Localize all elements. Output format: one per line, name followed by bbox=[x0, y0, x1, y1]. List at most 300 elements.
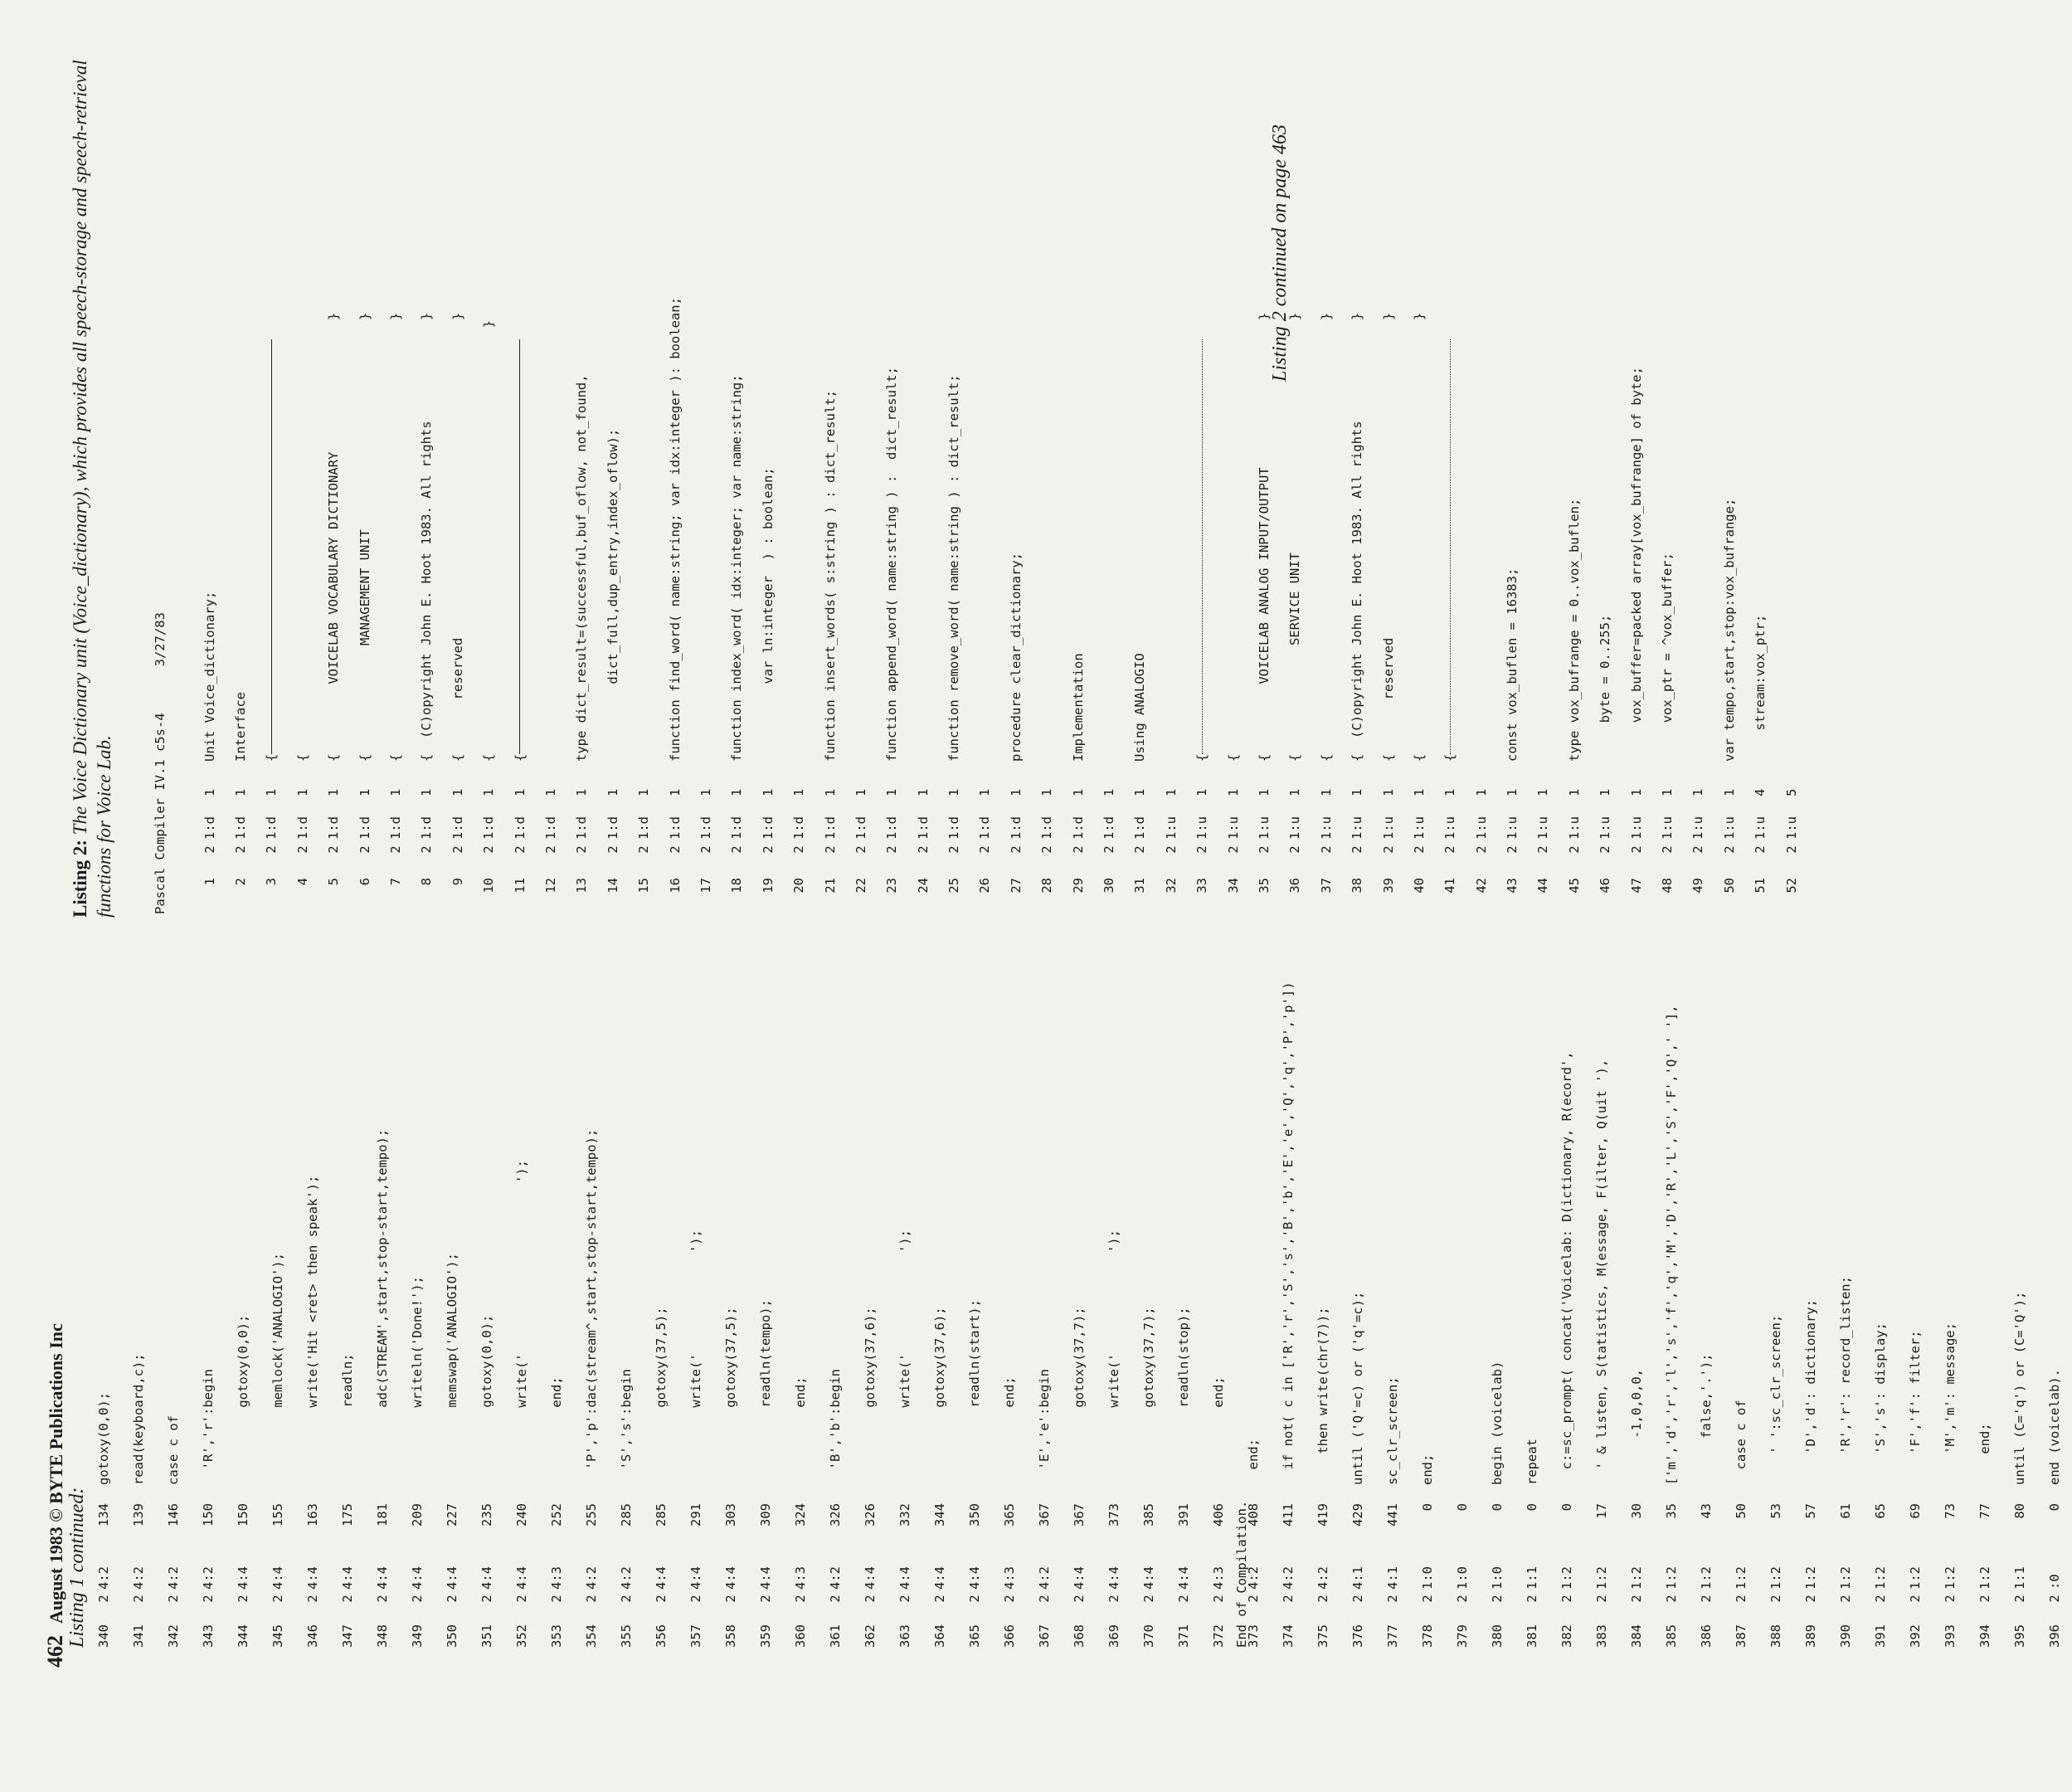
code-line bbox=[435, 981, 469, 1648]
code-text: gotoxy(37,7); bbox=[1072, 1307, 1087, 1485]
code-line bbox=[1027, 981, 1062, 1648]
code-line bbox=[1933, 981, 1967, 1648]
line-number: 8 bbox=[419, 878, 435, 886]
line-number: 389 bbox=[1803, 1624, 1818, 1648]
ip-offset: 5 bbox=[1783, 788, 1799, 796]
line-number: 9 bbox=[450, 878, 465, 886]
level-number: 2 bbox=[760, 845, 776, 854]
level-number: 2 bbox=[264, 845, 280, 854]
ip-offset: 1 bbox=[264, 788, 280, 796]
line-number: 30 bbox=[1102, 878, 1117, 894]
level-number: 2 bbox=[946, 845, 962, 854]
line-number: 373 bbox=[1246, 1624, 1261, 1648]
line-number: 16 bbox=[667, 878, 683, 894]
nesting-level: 1:2 bbox=[1594, 1566, 1609, 1590]
nesting-level: 1:u bbox=[1442, 816, 1458, 840]
nesting-level: 4:2 bbox=[1246, 1566, 1261, 1590]
code-line bbox=[922, 981, 957, 1648]
code-text: ' ':sc_clr_screen; bbox=[1768, 1314, 1783, 1485]
nesting-level: 1:u bbox=[1505, 816, 1520, 840]
code-line bbox=[1280, 297, 1311, 914]
nesting-level: 1:u bbox=[1287, 816, 1303, 840]
line-number: 28 bbox=[1039, 878, 1055, 894]
level-number: 2 bbox=[305, 1595, 320, 1603]
code-line bbox=[225, 297, 255, 914]
line-number: 380 bbox=[1490, 1624, 1505, 1648]
nesting-level: 1:d bbox=[1132, 816, 1148, 840]
line-number: 44 bbox=[1535, 878, 1551, 894]
nesting-level: 1:2 bbox=[1734, 1566, 1749, 1590]
level-number: 2 bbox=[1316, 1595, 1330, 1603]
line-number: 372 bbox=[1211, 1624, 1226, 1648]
code-line bbox=[442, 297, 473, 914]
ip-offset: 1 bbox=[822, 788, 838, 796]
ip-offset: 1 bbox=[1163, 788, 1179, 796]
code-text: write(' '); bbox=[688, 1230, 703, 1485]
code-line bbox=[1590, 297, 1621, 914]
ip-offset: 1 bbox=[760, 788, 776, 796]
nesting-level: 4:4 bbox=[445, 1566, 460, 1590]
listing2-code bbox=[194, 297, 1807, 914]
nesting-level: 4:2 bbox=[619, 1566, 634, 1590]
level-number: 2 bbox=[863, 1595, 878, 1603]
level-number: 2 bbox=[410, 1595, 425, 1603]
nesting-level: 1:d bbox=[977, 816, 993, 840]
code-text: { bbox=[294, 753, 310, 762]
nesting-level: 4:3 bbox=[549, 1566, 564, 1590]
ip-offset: 1 bbox=[946, 788, 962, 796]
code-line bbox=[1201, 981, 1236, 1648]
line-number: 364 bbox=[932, 1624, 947, 1648]
level-number: 2 bbox=[1350, 1595, 1365, 1603]
nesting-level: 1:d bbox=[326, 816, 342, 840]
code-text: 'B','b':begin bbox=[828, 1369, 843, 1485]
nesting-level: 1:u bbox=[1721, 816, 1737, 840]
ip-offset: 1 bbox=[1473, 788, 1489, 796]
line-number: 33 bbox=[1194, 878, 1210, 894]
ip-offset: 1 bbox=[698, 788, 713, 796]
line-number: 390 bbox=[1838, 1624, 1853, 1648]
level-number: 2 bbox=[1664, 1595, 1679, 1603]
code-line bbox=[1097, 981, 1131, 1648]
nesting-level: 1:u bbox=[1566, 816, 1582, 840]
ip-offset: 181 bbox=[375, 1503, 390, 1527]
line-number: 355 bbox=[619, 1624, 634, 1648]
code-text: end; bbox=[1977, 1423, 1992, 1485]
level-number: 2 bbox=[1318, 845, 1334, 854]
level-number: 2 bbox=[419, 845, 435, 854]
code-text: write(' '); bbox=[1107, 1230, 1121, 1485]
code-line bbox=[1311, 297, 1341, 914]
code-line bbox=[1621, 297, 1651, 914]
line-number: 343 bbox=[201, 1624, 216, 1648]
level-number: 2 bbox=[450, 845, 465, 854]
ip-offset: 150 bbox=[201, 1503, 216, 1527]
nesting-level: 4:2 bbox=[96, 1566, 111, 1590]
code-line bbox=[2037, 981, 2072, 1648]
level-number: 2 bbox=[1943, 1595, 1958, 1603]
level-number: 2 bbox=[791, 845, 807, 854]
nesting-level: 1:u bbox=[1783, 816, 1799, 840]
nesting-level: 4:2 bbox=[1037, 1566, 1052, 1590]
line-number: 6 bbox=[357, 878, 372, 886]
code-line bbox=[1654, 981, 1689, 1648]
ip-offset: 324 bbox=[793, 1503, 808, 1527]
ip-offset: 408 bbox=[1246, 1503, 1261, 1527]
level-number: 2 bbox=[1535, 845, 1551, 854]
code-line bbox=[597, 297, 628, 914]
nesting-level: 1:d bbox=[915, 816, 931, 840]
level-number: 2 bbox=[619, 1595, 634, 1603]
code-line bbox=[86, 981, 121, 1648]
level-number: 2 bbox=[1768, 1595, 1783, 1603]
nesting-level: :0 bbox=[2047, 1574, 2062, 1590]
line-number: 341 bbox=[131, 1624, 146, 1648]
level-number: 2 bbox=[574, 845, 590, 854]
code-line bbox=[2002, 981, 2037, 1648]
nesting-level: 4:4 bbox=[270, 1566, 285, 1590]
code-text: write(' '); bbox=[897, 1230, 912, 1485]
nesting-level: 4:4 bbox=[1107, 1566, 1121, 1590]
code-text: begin (voicelab) bbox=[1490, 1361, 1505, 1485]
nesting-level: 4:1 bbox=[1350, 1566, 1365, 1590]
level-number: 2 bbox=[1473, 845, 1489, 854]
ip-offset: 1 bbox=[1721, 788, 1737, 796]
ip-offset: 1 bbox=[542, 788, 558, 796]
line-number: 29 bbox=[1070, 878, 1086, 894]
ip-offset: 291 bbox=[688, 1503, 703, 1527]
ip-offset: 1 bbox=[977, 788, 993, 796]
code-text: const vox_buflen = 16383; bbox=[1505, 567, 1520, 762]
code-line bbox=[1898, 981, 1933, 1648]
level-number: 2 bbox=[1908, 1595, 1923, 1603]
code-text: vox_buffer=packed array[vox_bufrange] of byte; bbox=[1628, 367, 1644, 762]
nesting-level: 1:u bbox=[1690, 816, 1706, 840]
line-number: 376 bbox=[1350, 1624, 1365, 1648]
line-number: 383 bbox=[1594, 1624, 1609, 1648]
ip-offset: 17 bbox=[1594, 1503, 1609, 1519]
level-number: 2 bbox=[822, 845, 838, 854]
nesting-level: 1:u bbox=[1163, 816, 1179, 840]
level-number: 2 bbox=[357, 845, 372, 854]
code-text: { bbox=[264, 753, 280, 762]
ip-offset: 1 bbox=[1008, 788, 1024, 796]
code-text: gotoxy(0,0); bbox=[236, 1314, 250, 1485]
ip-offset: 406 bbox=[1211, 1503, 1226, 1527]
code-line bbox=[748, 981, 783, 1648]
code-line bbox=[1187, 297, 1218, 914]
ip-offset: 1 bbox=[1225, 788, 1241, 796]
code-line bbox=[888, 981, 922, 1648]
level-number: 2 bbox=[897, 1595, 912, 1603]
code-line bbox=[400, 981, 435, 1648]
nesting-level: 1:2 bbox=[1699, 1566, 1714, 1590]
line-number: 38 bbox=[1350, 878, 1365, 894]
code-line bbox=[330, 981, 365, 1648]
line-number: 2 bbox=[233, 878, 249, 886]
code-line bbox=[783, 297, 814, 914]
ip-offset: 1 bbox=[1287, 788, 1303, 796]
ip-offset: 411 bbox=[1281, 1503, 1296, 1527]
code-text: { reserved } bbox=[450, 312, 465, 762]
level-number: 2 bbox=[1107, 1595, 1121, 1603]
code-line bbox=[1745, 297, 1776, 914]
ip-offset: 332 bbox=[897, 1503, 912, 1527]
listing1-code bbox=[86, 981, 2072, 1648]
nesting-level: 1:d bbox=[822, 816, 838, 840]
ip-offset: 57 bbox=[1803, 1503, 1818, 1519]
ip-offset: 134 bbox=[96, 1503, 111, 1527]
code-line bbox=[1340, 981, 1375, 1648]
ip-offset: 139 bbox=[131, 1503, 146, 1527]
code-line bbox=[992, 981, 1027, 1648]
ip-offset: 285 bbox=[619, 1503, 634, 1527]
line-number: 392 bbox=[1908, 1624, 1923, 1648]
ip-offset: 1 bbox=[233, 788, 249, 796]
nesting-level: 1:u bbox=[1225, 816, 1241, 840]
code-line bbox=[260, 981, 295, 1648]
ip-offset: 1 bbox=[1628, 788, 1644, 796]
comment-box-border bbox=[519, 339, 520, 754]
code-line bbox=[319, 297, 349, 914]
level-number: 2 bbox=[1873, 1595, 1888, 1603]
level-number: 2 bbox=[636, 845, 652, 854]
ip-offset: 175 bbox=[340, 1503, 355, 1527]
code-text: type dict_result=(successful,buf_oflow, not_found, bbox=[574, 374, 590, 762]
code-line bbox=[628, 297, 659, 914]
code-text: { } bbox=[481, 320, 497, 762]
nesting-level: 1:u bbox=[1318, 816, 1334, 840]
ip-offset: 1 bbox=[1535, 788, 1551, 796]
level-number: 2 bbox=[1803, 1595, 1818, 1603]
nesting-level: 1:1 bbox=[1525, 1566, 1539, 1590]
ip-offset: 163 bbox=[305, 1503, 320, 1527]
ip-offset: 1 bbox=[1256, 788, 1272, 796]
code-line bbox=[1131, 981, 1166, 1648]
line-number: 34 bbox=[1225, 878, 1241, 894]
line-number: 42 bbox=[1473, 878, 1489, 894]
line-number: 17 bbox=[698, 878, 713, 894]
code-text: gotoxy(37,6); bbox=[863, 1307, 878, 1485]
code-text: stream:vox_ptr; bbox=[1753, 614, 1768, 762]
line-number: 359 bbox=[758, 1624, 773, 1648]
ip-offset: 1 bbox=[1070, 788, 1086, 796]
level-number: 2 bbox=[698, 845, 713, 854]
code-line bbox=[574, 981, 609, 1648]
ip-offset: 326 bbox=[828, 1503, 843, 1527]
line-number: 344 bbox=[236, 1624, 250, 1648]
nesting-level: 1:d bbox=[294, 816, 310, 840]
code-line bbox=[1515, 981, 1549, 1648]
level-number: 2 bbox=[1385, 1595, 1400, 1603]
line-number: 39 bbox=[1380, 878, 1396, 894]
ip-offset: 1 bbox=[1598, 788, 1613, 796]
code-text: false,'.'); bbox=[1699, 1353, 1714, 1485]
code-line bbox=[156, 981, 191, 1648]
level-number: 2 bbox=[1281, 1595, 1296, 1603]
line-number: 353 bbox=[549, 1624, 564, 1648]
code-text: writeln('Done!'); bbox=[410, 1276, 425, 1485]
level-number: 2 bbox=[201, 1595, 216, 1603]
nesting-level: 4:2 bbox=[201, 1566, 216, 1590]
code-line bbox=[1466, 297, 1496, 914]
code-text: { } bbox=[1318, 312, 1334, 762]
comment-box-border bbox=[1202, 339, 1203, 754]
code-line bbox=[121, 981, 156, 1648]
code-line bbox=[349, 297, 380, 914]
code-text: memswap('ANALOGIO'); bbox=[445, 1253, 460, 1485]
level-number: 2 bbox=[96, 1595, 111, 1603]
line-number: 385 bbox=[1664, 1624, 1679, 1648]
code-line bbox=[752, 297, 783, 914]
ip-offset: 309 bbox=[758, 1503, 773, 1527]
nesting-level: 4:4 bbox=[375, 1566, 390, 1590]
code-line bbox=[1093, 297, 1124, 914]
level-number: 2 bbox=[1977, 1595, 1992, 1603]
code-line bbox=[1403, 297, 1434, 914]
line-number: 351 bbox=[479, 1624, 494, 1648]
code-text: end; bbox=[1002, 1376, 1017, 1485]
code-line bbox=[1793, 981, 1828, 1648]
nesting-level: 1:d bbox=[1039, 816, 1055, 840]
code-line bbox=[1032, 297, 1063, 914]
level-number: 2 bbox=[1628, 845, 1644, 854]
code-text: ' & listen, S(tatistics, M(essage, F(ilter, Q(uit '), bbox=[1594, 1059, 1609, 1485]
code-line bbox=[1496, 297, 1527, 914]
level-number: 2 bbox=[326, 845, 342, 854]
code-text: end; bbox=[549, 1376, 564, 1485]
level-number: 2 bbox=[967, 1595, 982, 1603]
nesting-level: 1:d bbox=[1008, 816, 1024, 840]
code-text: { (C)opyright John E. Hoot 1983. All rights } bbox=[1350, 312, 1365, 762]
ip-offset: 326 bbox=[863, 1503, 878, 1527]
line-number: 369 bbox=[1107, 1624, 1121, 1648]
code-line bbox=[226, 981, 260, 1648]
code-line bbox=[191, 981, 226, 1648]
line-number: 18 bbox=[729, 878, 745, 894]
line-number: 5 bbox=[326, 878, 342, 886]
nesting-level: 4:2 bbox=[1281, 1566, 1296, 1590]
nesting-level: 1:u bbox=[1628, 816, 1644, 840]
level-number: 2 bbox=[294, 845, 310, 854]
code-text: type vox_bufrange = 0..vox_buflen; bbox=[1566, 498, 1582, 762]
nesting-level: 1:d bbox=[450, 816, 465, 840]
nesting-level: 4:2 bbox=[584, 1566, 599, 1590]
nesting-level: 4:4 bbox=[1141, 1566, 1156, 1590]
level-number: 2 bbox=[1629, 1595, 1644, 1603]
ip-offset: 0 bbox=[1490, 1503, 1505, 1512]
ip-offset: 1 bbox=[1194, 788, 1210, 796]
code-line bbox=[1689, 981, 1724, 1648]
level-number: 2 bbox=[1002, 1595, 1017, 1603]
level-number: 2 bbox=[445, 1595, 460, 1603]
level-number: 2 bbox=[1490, 1595, 1505, 1603]
line-number: 10 bbox=[481, 878, 497, 894]
ip-offset: 77 bbox=[1977, 1503, 1992, 1519]
line-number: 15 bbox=[636, 878, 652, 894]
code-text: var tempo,start,stop:vox_bufrange; bbox=[1721, 498, 1737, 762]
level-number: 2 bbox=[1598, 845, 1613, 854]
code-line bbox=[970, 297, 1000, 914]
code-text: Interface bbox=[233, 692, 249, 762]
code-line bbox=[194, 297, 225, 914]
nesting-level: 1:d bbox=[946, 816, 962, 840]
code-text: 'R','r': record_listen; bbox=[1838, 1276, 1853, 1485]
ip-offset: 1 bbox=[1318, 788, 1334, 796]
code-line bbox=[815, 297, 845, 914]
level-number: 2 bbox=[1721, 845, 1737, 854]
line-number: 51 bbox=[1753, 878, 1768, 894]
ip-offset: 1 bbox=[202, 788, 217, 796]
code-line bbox=[679, 981, 713, 1648]
code-text: 'M','m': message; bbox=[1943, 1322, 1958, 1485]
level-number: 2 bbox=[853, 845, 868, 854]
code-line bbox=[957, 981, 992, 1648]
nesting-level: 1:2 bbox=[1873, 1566, 1888, 1590]
code-line bbox=[1410, 981, 1445, 1648]
code-line bbox=[713, 981, 748, 1648]
ip-offset: 367 bbox=[1072, 1503, 1087, 1527]
code-line bbox=[1776, 297, 1807, 914]
code-line bbox=[853, 981, 888, 1648]
line-number: 23 bbox=[884, 878, 900, 894]
level-number: 2 bbox=[202, 845, 217, 854]
line-number: 48 bbox=[1660, 878, 1676, 894]
level-number: 2 bbox=[1287, 845, 1303, 854]
code-line bbox=[1528, 297, 1559, 914]
line-number: 394 bbox=[1977, 1624, 1992, 1648]
code-text: case c of bbox=[1734, 1400, 1749, 1485]
level-number: 2 bbox=[1350, 845, 1365, 854]
ip-offset: 30 bbox=[1629, 1503, 1644, 1519]
line-number: 391 bbox=[1873, 1624, 1888, 1648]
ip-offset: 1 bbox=[481, 788, 497, 796]
line-number: 386 bbox=[1699, 1624, 1714, 1648]
level-number: 2 bbox=[1194, 845, 1210, 854]
code-line bbox=[504, 297, 535, 914]
level-number: 2 bbox=[514, 1595, 529, 1603]
level-number: 2 bbox=[1420, 1595, 1435, 1603]
line-number: 346 bbox=[305, 1624, 320, 1648]
line-number: 52 bbox=[1783, 878, 1799, 894]
nesting-level: 1:u bbox=[1660, 816, 1676, 840]
level-number: 2 bbox=[388, 845, 404, 854]
ip-offset: 73 bbox=[1943, 1503, 1958, 1519]
ip-offset: 1 bbox=[1411, 788, 1427, 796]
code-text: { } bbox=[1411, 312, 1427, 762]
ip-offset: 1 bbox=[1102, 788, 1117, 796]
nesting-level: 1:d bbox=[853, 816, 868, 840]
line-number: 384 bbox=[1629, 1624, 1644, 1648]
code-text: 'P','p':dac(stream^,start,stop-start,tempo); bbox=[584, 1128, 599, 1485]
level-number: 2 bbox=[166, 1595, 181, 1603]
code-text: readln; bbox=[340, 1353, 355, 1485]
line-number: 356 bbox=[654, 1624, 669, 1648]
nesting-level: 1:d bbox=[264, 816, 280, 840]
line-number: 358 bbox=[723, 1624, 738, 1648]
code-line bbox=[907, 297, 938, 914]
code-line bbox=[1125, 297, 1155, 914]
line-number: 362 bbox=[863, 1624, 878, 1648]
code-line bbox=[287, 297, 318, 914]
nesting-level: 1:d bbox=[636, 816, 652, 840]
code-text: 'S','s':begin bbox=[619, 1369, 634, 1485]
line-number: 361 bbox=[828, 1624, 843, 1648]
level-number: 2 bbox=[236, 1595, 250, 1603]
ip-offset: 0 bbox=[1455, 1503, 1470, 1512]
ip-offset: 209 bbox=[410, 1503, 425, 1527]
line-number: 368 bbox=[1072, 1624, 1087, 1648]
